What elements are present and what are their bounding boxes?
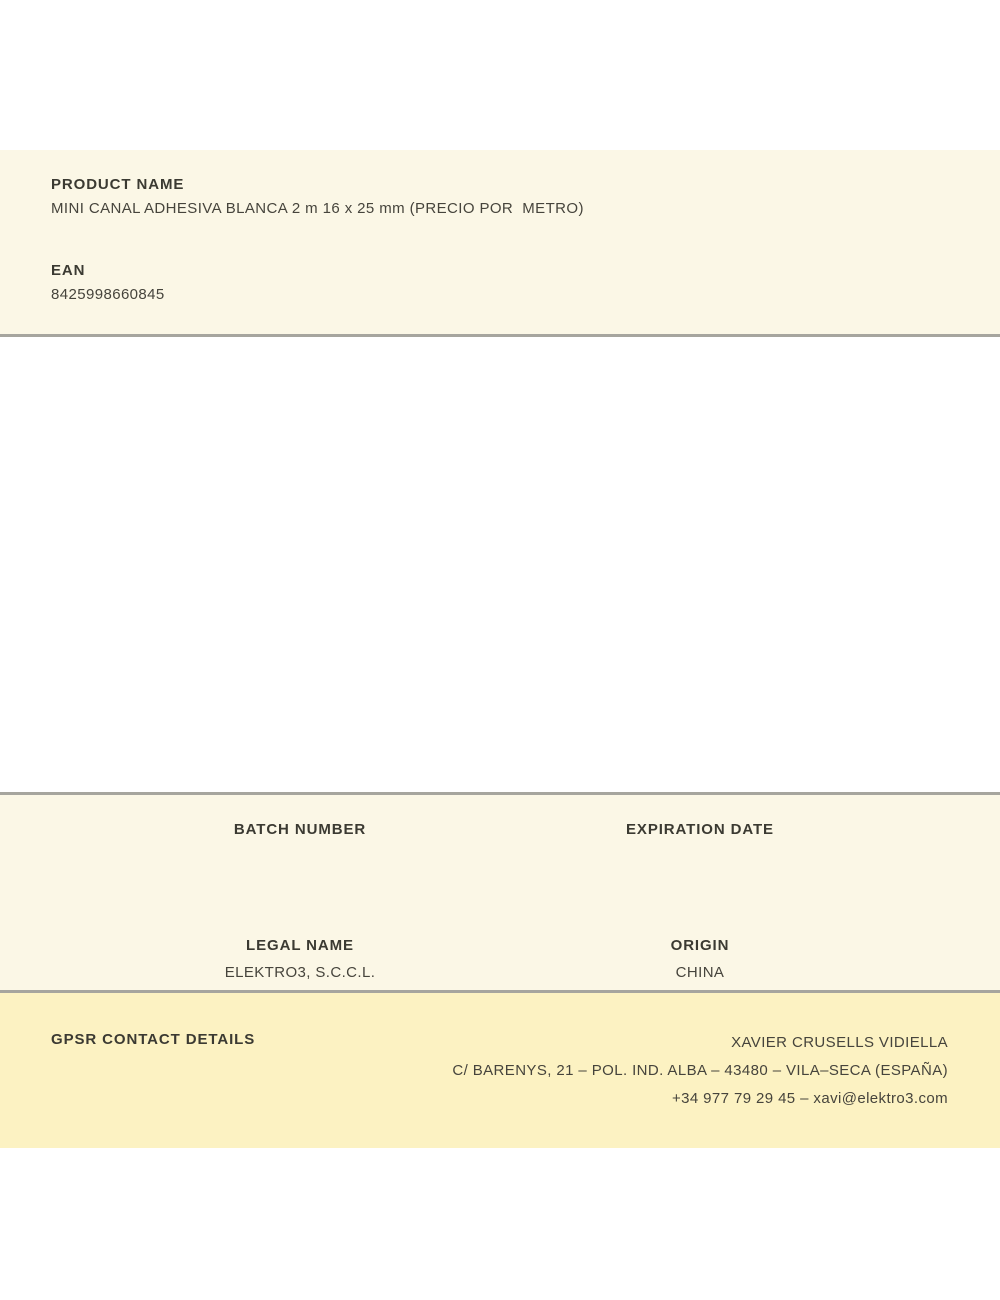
expiration-date-field [500,819,900,869]
batch-expiration-row [100,819,900,869]
batch-origin-section [0,792,1000,993]
expiration-date-value [500,845,900,869]
origin-label: ORIGIN [670,937,730,954]
legal-name-value: ELEKTRO3, S.C.C.L. [224,964,376,981]
expiration-date-label: EXPIRATION DATE [626,821,774,838]
origin-field [500,935,900,985]
batch-number-value [100,845,500,869]
contact-phone-email: +34 977 79 29 45 – xavi@elektro3.com [671,1090,948,1107]
gpsr-contact-details [255,1029,948,1113]
product-name-label: PRODUCT NAME [51,176,185,193]
ean-label: EAN [51,262,86,279]
gpsr-contact-row [51,1029,948,1113]
legal-name-label: LEGAL NAME [246,937,354,954]
contact-name: XAVIER CRUSELLS VIDIELLA [731,1034,948,1051]
gpsr-contact-section [0,993,1000,1148]
contact-address: C/ BARENYS, 21 – POL. IND. ALBA – 43480 – VILA–SECA (ESPAÑA) [452,1062,948,1079]
batch-number-field [100,819,500,869]
ean-value: 8425998660845 [51,286,165,303]
legal-origin-row [100,935,900,985]
origin-value: CHINA [675,964,725,981]
gpsr-contact-label: GPSR CONTACT DETAILS [51,1031,256,1048]
legal-name-field [100,935,500,985]
product-name-value: MINI CANAL ADHESIVA BLANCA 2 m 16 x 25 mm (PRECIO POR METRO) [51,200,584,217]
batch-number-label: BATCH NUMBER [233,821,367,838]
product-info-section [0,150,1000,337]
